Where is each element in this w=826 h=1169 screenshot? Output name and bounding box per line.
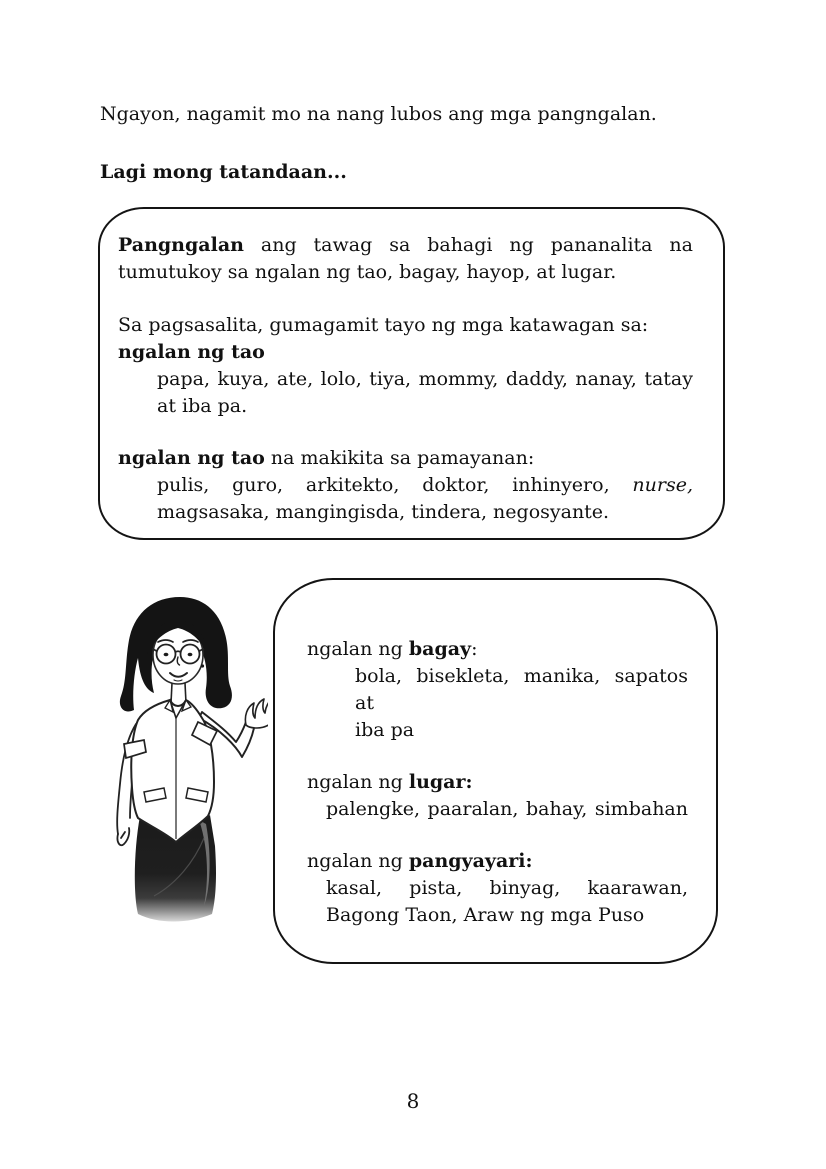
spacer — [307, 744, 688, 769]
reminder-heading: Lagi mong tatandaan... — [100, 161, 347, 183]
pamayanan-examples-line-1 — [118, 472, 693, 499]
bagay-bold: bagay — [408, 638, 472, 660]
bagay-colon: : — [471, 638, 478, 660]
pangyayari-bold: pangyayari: — [408, 850, 533, 872]
lugar-bold: lugar: — [408, 771, 473, 793]
bagay-examples-line-2: iba pa — [355, 719, 415, 741]
definition-line-1 — [118, 232, 693, 259]
spacer — [118, 420, 693, 445]
pangyayari-examples-line-1: kasal, pista, binyag, kaarawan, — [326, 877, 688, 899]
pamayanan-examples-text: pulis, guro, arkitekto, doktor, inhinyero, — [157, 474, 633, 496]
bagay-pre: ngalan ng — [307, 638, 409, 660]
lugar-heading — [307, 769, 688, 796]
teacher-illustration — [96, 594, 268, 924]
pamayanan-heading — [118, 445, 693, 472]
intro-paragraph: Ngayon, nagamit mo na nang lubos ang mga pangngalan. — [100, 103, 657, 125]
definition-term: Pangngalan — [118, 234, 244, 256]
definition-line-2: tumutukoy sa ngalan ng tao, bagay, hayop, at lugar. — [118, 261, 617, 283]
spacer — [118, 286, 693, 312]
pamayanan-examples-line-2: magsasaka, mangingisda, tindera, negosyante. — [157, 501, 610, 523]
teacher-illustration-svg — [96, 594, 268, 924]
examples-box — [273, 578, 718, 964]
tao-examples-line-2: at iba pa. — [157, 395, 248, 417]
usage-intro-line: Sa pagsasalita, gumagamit tayo ng mga katawagan sa: — [118, 314, 649, 336]
pamayanan-examples-italic: nurse, — [632, 474, 693, 496]
ngalan-ng-tao-heading: ngalan ng tao — [118, 341, 265, 363]
lugar-pre: ngalan ng — [307, 771, 409, 793]
pangyayari-examples-line-2: Bagong Taon, Araw ng mga Puso — [326, 904, 645, 926]
lugar-examples-line-1: palengke, paaralan, bahay, simbahan — [326, 798, 688, 820]
spacer — [307, 823, 688, 848]
tao-examples-line-1: papa, kuya, ate, lolo, tiya, mommy, daddy, nanay, tatay — [157, 368, 693, 390]
pamayanan-heading-rest: na makikita sa pamayanan: — [264, 447, 535, 469]
pangyayari-heading — [307, 848, 688, 875]
page-number: 8 — [406, 1089, 420, 1113]
bagay-heading — [307, 636, 688, 663]
pangyayari-pre: ngalan ng — [307, 850, 409, 872]
definition-box — [98, 207, 725, 540]
pamayanan-heading-bold: ngalan ng tao — [118, 447, 265, 469]
bagay-examples-line-1: bola, bisekleta, manika, sapatos at — [355, 665, 688, 714]
definition-rest: ang tawag sa bahagi ng pananalita na — [243, 234, 693, 256]
